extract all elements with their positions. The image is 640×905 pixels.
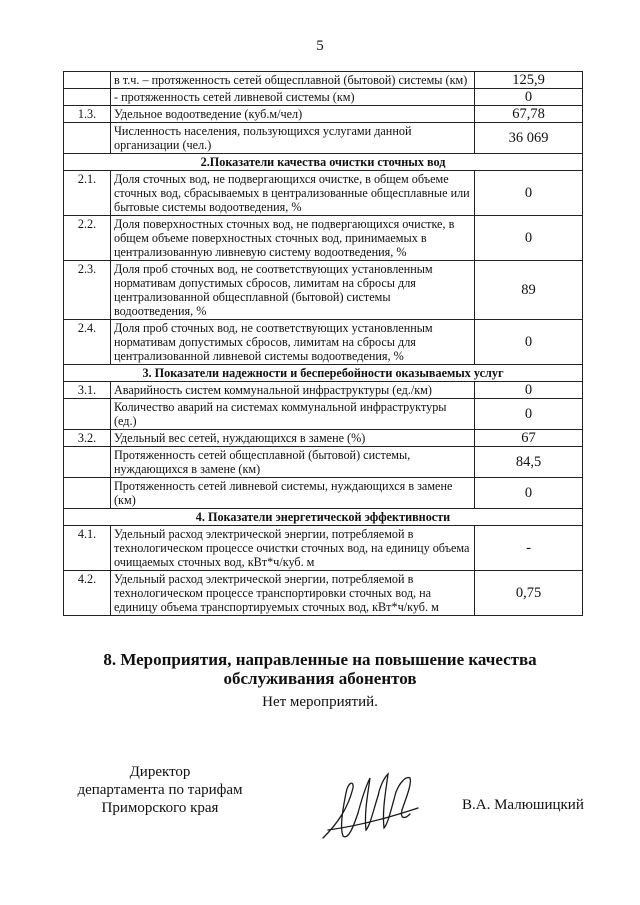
row-value: 0 <box>475 382 583 399</box>
row-number <box>64 123 111 154</box>
row-text: Доля проб сточных вод, не соответствующих установленным нормативам допустимых сбросов, лимитам на сбросы для централизованной ливневой системы водоотведения, % <box>111 320 475 365</box>
row-number: 1.3. <box>64 106 111 123</box>
row-value: 0 <box>475 171 583 216</box>
row-text: Удельный вес сетей, нуждающихся в замене (%) <box>111 430 475 447</box>
row-value: 0 <box>475 320 583 365</box>
signer-position-line: Приморского края <box>101 800 219 816</box>
section-title: 3. Показатели надежности и бесперебойности оказываемых услуг <box>64 365 583 382</box>
row-number: 2.2. <box>64 216 111 261</box>
row-text: в т.ч. – протяженность сетей общесплавной (бытовой) системы (км) <box>111 72 475 89</box>
row-number: 2.3. <box>64 261 111 320</box>
page-number: 5 <box>316 38 324 54</box>
row-value: 125,9 <box>475 72 583 89</box>
row-text: Количество аварий на системах коммунальной инфраструктуры (ед.) <box>111 399 475 430</box>
section-row <box>64 365 583 382</box>
section-row <box>64 509 583 526</box>
row-number <box>64 399 111 430</box>
signer-name: В.А. Малюшицкий <box>462 797 584 813</box>
row-value: 0 <box>475 478 583 509</box>
table-row <box>64 526 583 571</box>
row-text: Численность населения, пользующихся услугами данной организации (чел.) <box>111 123 475 154</box>
table-row <box>64 320 583 365</box>
row-text: - протяженность сетей ливневой системы (км) <box>111 89 475 106</box>
signer-position <box>60 763 260 817</box>
row-number: 4.1. <box>64 526 111 571</box>
table-row <box>64 447 583 478</box>
table-row <box>64 399 583 430</box>
row-text: Протяженность сетей ливневой системы, нуждающихся в замене (км) <box>111 478 475 509</box>
row-number: 3.2. <box>64 430 111 447</box>
section-title: 2.Показатели качества очистки сточных вод <box>64 154 583 171</box>
row-value: 67,78 <box>475 106 583 123</box>
row-text: Доля сточных вод, не подвергающихся очистке, в общем объеме сточных вод, сбрасываемых в централизованные общесплавные или бытовые системы водоотведения, % <box>111 171 475 216</box>
row-number: 2.4. <box>64 320 111 365</box>
table-row <box>64 382 583 399</box>
row-value: 0,75 <box>475 571 583 616</box>
table-row <box>64 216 583 261</box>
row-value: 0 <box>475 216 583 261</box>
row-value: 89 <box>475 261 583 320</box>
table-row <box>64 571 583 616</box>
signer-position-line: Директор <box>129 764 191 780</box>
handwritten-signature <box>318 768 428 848</box>
row-number <box>64 447 111 478</box>
table-row <box>64 123 583 154</box>
table-row <box>64 430 583 447</box>
row-number <box>64 478 111 509</box>
section-8-text: Нет мероприятий. <box>262 694 378 710</box>
table-row <box>64 106 583 123</box>
indicators-table <box>63 71 583 616</box>
row-value: - <box>475 526 583 571</box>
table-row <box>64 89 583 106</box>
signer-position-line: департамента по тарифам <box>77 782 243 798</box>
row-number: 4.2. <box>64 571 111 616</box>
row-text: Удельный расход электрической энергии, потребляемой в технологическом процессе очистки сточных вод, на единицу объема очищаемых сточных вод, кВт*ч/куб. м <box>111 526 475 571</box>
table-row <box>64 171 583 216</box>
row-value: 0 <box>475 89 583 106</box>
row-text: Доля поверхностных сточных вод, не подвергающихся очистке, в общем объеме поверхностных сточных вод, принимаемых в централизованную ливневую систему водоотведения, % <box>111 216 475 261</box>
row-text: Удельное водоотведение (куб.м/чел) <box>111 106 475 123</box>
section-row <box>64 154 583 171</box>
row-value: 36 069 <box>475 123 583 154</box>
row-text: Доля проб сточных вод, не соответствующих установленным нормативам допустимых сбросов, лимитам на сбросы для централизованной общесплавной (бытовой) системы водоотведения, % <box>111 261 475 320</box>
row-text: Аварийность систем коммунальной инфраструктуры (ед./км) <box>111 382 475 399</box>
row-text: Протяженность сетей общесплавной (бытовой) системы, нуждающихся в замене (км) <box>111 447 475 478</box>
table-row <box>64 478 583 509</box>
table-row <box>64 261 583 320</box>
row-value: 0 <box>475 399 583 430</box>
section-title: 4. Показатели энергетической эффективности <box>64 509 583 526</box>
row-number <box>64 89 111 106</box>
row-value: 67 <box>475 430 583 447</box>
table-row <box>64 72 583 89</box>
section-8-heading: 8. Мероприятия, направленные на повышение качества обслуживания абонентов <box>103 650 537 688</box>
row-number: 2.1. <box>64 171 111 216</box>
row-value: 84,5 <box>475 447 583 478</box>
row-number <box>64 72 111 89</box>
row-text: Удельный расход электрической энергии, потребляемой в технологическом процессе транспортировки сточных вод, на единицу объема транспортируемых сточных вод, кВт*ч/куб. м <box>111 571 475 616</box>
row-number: 3.1. <box>64 382 111 399</box>
